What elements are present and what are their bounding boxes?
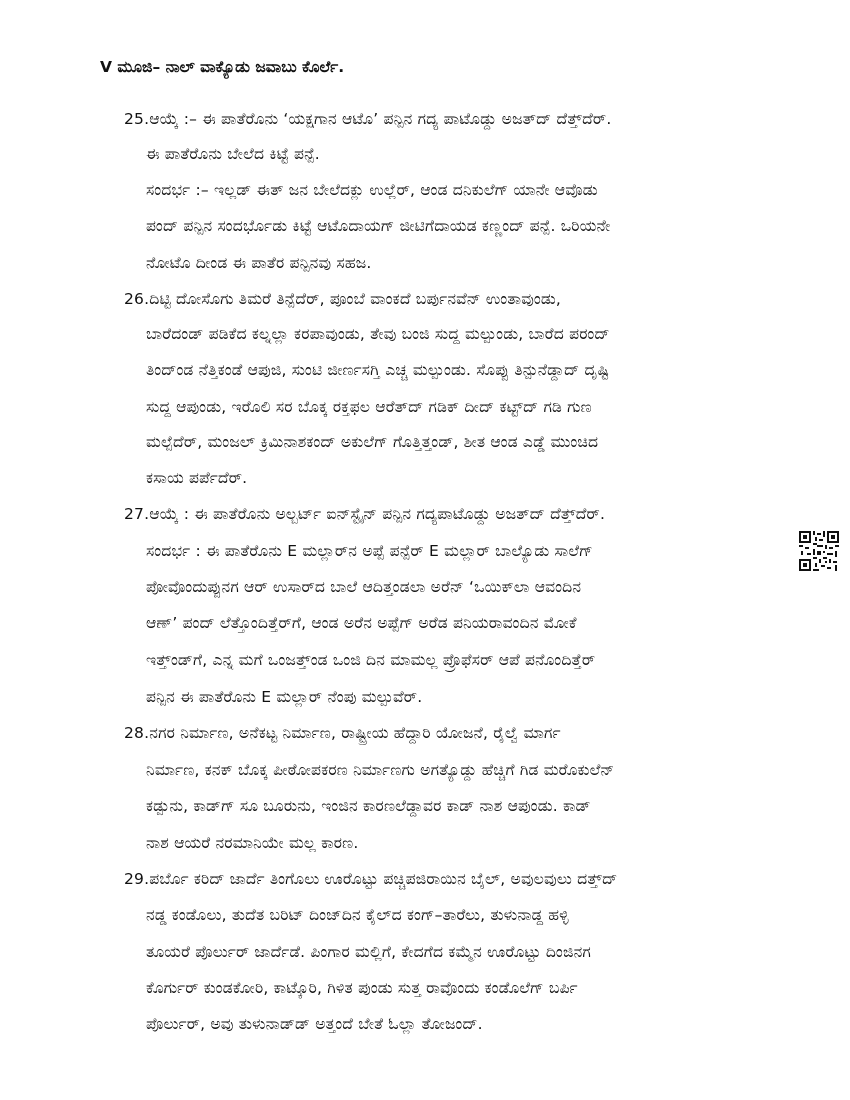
- answer-26-line-4: ಸುದ್ದ ಆಪುಂಡು, ಇರೊಲಿ ಸರ ಬೊಕ್ಕ ರಕ್ತಫಲ ಆರೆತ್‌ದ್ ಗಡಿಕ್ ದೀದ್ ಕಟ್ಟ್‌ದ್ ಗಡಿ ಗುಣ: [146, 398, 592, 416]
- answer-28-line-4: ನಾಶ ಆಯರೆ ನರಮಾನಿಯೇ ಮಲ್ಲ ಕಾರಣ.: [146, 834, 359, 852]
- answer-number: 26.: [124, 290, 150, 308]
- answer-26-line-2: ಬಾರೆದಂಡ್ ಪಡಿಕೆದ ಕಲ್ನಲ್ಲಾ ಕರಪಾವುಂಡು, ತೇವು ಬಂಜಿ ಸುದ್ದ ಮಲ್ಪುಂಡು, ಬಾರೆದ ಪರಂದ್: [146, 325, 610, 343]
- answer-28-line-1: [124, 724, 561, 743]
- answer-29-line-4: ಕೊರ್ಗುರ್ ಕುಂಡಕೋರಿ, ಕಾಟ್ಕೊರಿ, ಗಿಳಿತ ಪುಂಡು ಸುತ್ತ ರಾವೊಂದು ಕಂಡೊಲೆಗ್ ಬರ್ಪಿ: [146, 979, 578, 997]
- answer-25-line-2: ಈ ಪಾತೆರೊನು ಬೇಲೆದ ಕಿಟ್ಟೆ ಪನ್ಪೆ.: [146, 145, 320, 163]
- answer-text: ನಗರ ನಿರ್ಮಾಣ, ಅನೆಕಟ್ಟ ನಿರ್ಮಾಣ, ರಾಷ್ಟ್ರೀಯ ಹೆದ್ದಾರಿ ಯೋಜನೆ, ರೈಲ್ವೆ ಮಾರ್ಗ: [149, 724, 561, 742]
- answer-26-line-6: ಕಸಾಯ ಪರ್ಪೆದೆರ್.: [146, 469, 248, 487]
- answer-29-line-1: [124, 870, 617, 889]
- answer-25-line-4: ಪಂದ್ ಪನ್ಪಿನ ಸಂದರ್ಭೊಡು ಕಿಟ್ಟೆ ಆಟೊದಾಯಗ್ ಜೀಟಿಗೆದಾಯಡ ಕಣ್ಣಂದ್ ಪನ್ಪೆ. ಒರಿಯನೇ: [146, 217, 611, 235]
- answer-29-line-5: ಪೊರ್ಲುರ್, ಅವು ತುಳುನಾಡ್‌ಡ್ ಅತ್ತಂದೆ ಬೇತೆ ಓಲ್ಲಾ ತೋಜಂದ್.: [146, 1015, 483, 1033]
- answer-27-line-4: ಆಣ್’ ಪಂದ್ ಲೆತ್ತೊಂದಿತ್ತೆರ್‌ಗೆ, ಆಂಡ ಅರೆನ ಅಪ್ಪೆಗ್ ಅರೆಡ ಪನಿಯರಾವಂದಿನ ಮೋಕೆ: [146, 614, 577, 632]
- answer-26-line-1: [124, 290, 561, 309]
- answer-25-line-5: ನೋಟೊ ದೀಂಡ ಈ ಪಾತೆರ ಪನ್ಪಿನವು ಸಹಜ.: [146, 254, 372, 272]
- answer-27-line-2: ಸಂದರ್ಭ : ಈ ಪಾತೆರೊನು E ಮಲ್ಲಾರ್‌ನ ಅಪ್ಪೆ ಪನ್ಪೆರ್ E ಮಲ್ಲಾರ್ ಬಾಲ್ಯೊಡು ಸಾಲೆಗ್: [146, 542, 593, 560]
- answer-27-line-3: ಪೋವೊಂದುಪ್ಪುನಗ ಆರ್ ಉಸಾರ್‌ದ ಬಾಲೆ ಆದಿತ್ತಂಡಲಾ ಅರೆನ್ ‘ಒಯಿಕ್‌ಲಾ ಆವಂದಿನ: [146, 578, 582, 596]
- answer-27-line-1: [124, 505, 605, 524]
- answer-26-line-3: ತಿಂದ್‌ಂಡ ನೆತ್ತಿಕಂಡೆ ಆಪುಜಿ, ಸುಂಟಿ ಜೀರ್ಣಸಗ್ತಿ ಎಚ್ಚ ಮಲ್ಪುಂಡು. ಸೊಪ್ಪು ತಿನ್ಪುನೆಡ್ದಾದ್ ದೃಷ್ಟಿ: [146, 361, 610, 379]
- answer-25-line-1: [124, 110, 611, 129]
- answer-25-line-3: ಸಂದರ್ಭ :– ಇಲ್ಲಡ್ ಈತ್ ಜನ ಬೇಲೆದಕ್ಲು ಉಲ್ಲೆರ್, ಆಂಡ ದನಿಕುಲೆಗ್ ಯಾನೇ ಆವೊಡು: [146, 181, 598, 199]
- answer-29-line-3: ತೂಯರೆ ಪೊರ್ಲುರ್ ಜಾರ್ದೆಡೆ. ಪಿಂಗಾರ ಮಲ್ಲಿಗೆ, ಕೇದಗೆದ ಕಮ್ಮೆನ ಊರೊಟ್ಟು ದಿಂಜಿನಗ: [146, 943, 592, 961]
- answer-27-line-5: ಇತ್ತ್‌ಂಡ್‌ಗೆ, ಎನ್ನ ಮಗೆ ಒಂಜತ್ತ್‌ಂಡ ಒಂಜಿ ದಿನ ಮಾಮಲ್ಲ ಪ್ರೊಫೆಸರ್ ಆಪೆ ಪನೊಂದಿತ್ತೆರ್: [146, 651, 596, 669]
- answer-number: 28.: [124, 724, 150, 742]
- answer-text: ಆಯ್ಕೆ : ಈ ಪಾತೆರೊನು ಅಲ್ಬರ್ಟ್ ಐನ್‌ಸ್ಟೈನ್ ಪನ್ಪಿನ ಗದ್ಯಪಾಟೊಡ್ದು ಅಜತ್‌ದ್ ದೆತ್ತ್‌ದೆರ್.: [149, 505, 606, 523]
- answer-number: 29.: [124, 870, 150, 888]
- answer-29-line-2: ನಡ್ಡ ಕಂಡೊಲು, ತುದೆತ ಬರಿಟ್ ದಿಂಜ್‌ದಿನ ಕೈಲ್‌ದ ಕಂಗ್–ತಾರೆಲು, ತುಳುನಾಡ್ದ ಹಳ್ಳಿ: [146, 906, 569, 924]
- answer-28-line-3: ಕಡ್ಪುನು, ಕಾಡ್‌ಗ್ ಸೂ ಬೂರುನು, ಇಂಜಿನ ಕಾರಣಲೆಡ್ದಾವರ ಕಾಡ್ ನಾಶ ಆಪುಂಡು. ಕಾಡ್: [146, 797, 591, 815]
- answer-text: ಪರ್ಬೊ ಕರಿದ್ ಜಾರ್ದೆ ತಿಂಗೊಲು ಊರೊಟ್ಟು ಪಚ್ಚಿಪಜಿರಾಯಿನ ಬೈಲ್, ಅವುಲವುಲು ದತ್ತ್‌ದ್: [149, 870, 618, 888]
- answer-text: ದಿಟ್ಟಿ ದೋಸೊಗು ತಿಮರೆ ತಿನ್ಪೆದೆರ್, ಪೂಂಬೆ ವಾಂಕದೆ ಬರ್ಪುನವೆನ್ ಉಂತಾವುಂಡು,: [149, 290, 562, 308]
- answer-28-line-2: ನಿರ್ಮಾಣ, ಕನಕ್ ಬೊಕ್ಕ ಪೀಠೋಪಕರಣ ನಿರ್ಮಾಣಗು ಅಗತ್ಯೊಡ್ದು ಹೆಚ್ಚಿಗೆ ಗಿಡ ಮರೊಕುಲೆನ್: [146, 761, 615, 779]
- answer-number: 27.: [124, 505, 150, 523]
- answer-27-line-6: ಪನ್ಪಿನ ಈ ಪಾತೆರೊನು E ಮಲ್ಲಾರ್ ನೆಂಪು ಮಲ್ಪುವೆರ್.: [146, 688, 423, 706]
- qr-code-icon: [799, 531, 839, 571]
- section-heading: V ಮೂಜಿ– ನಾಲ್ ವಾಕ್ಯೊಡು ಜವಾಬು ಕೊರ್ಲೆ.: [100, 58, 345, 76]
- answer-26-line-5: ಮಲ್ಪೆದೆರ್, ಮಂಜಲ್ ಕ್ರಿಮಿನಾಶಕಂದ್ ಅಕುಲೆಗ್ ಗೊತ್ತಿತ್ತಂಡ್, ಶೀತ ಆಂಡ ಎಡ್ಡೆ ಮುಂಚಿದ: [146, 433, 599, 451]
- answer-text: ಆಯ್ಕೆ :– ಈ ಪಾತೆರೊನು ‘ಯಕ್ಷಗಾನ ಆಟೊ’ ಪನ್ಪಿನ ಗದ್ಯ ಪಾಟೊಡ್ದು ಅಜತ್‌ದ್ ದೆತ್ತ್‌ದೆರ್.: [149, 110, 612, 128]
- answer-number: 25.: [124, 110, 150, 128]
